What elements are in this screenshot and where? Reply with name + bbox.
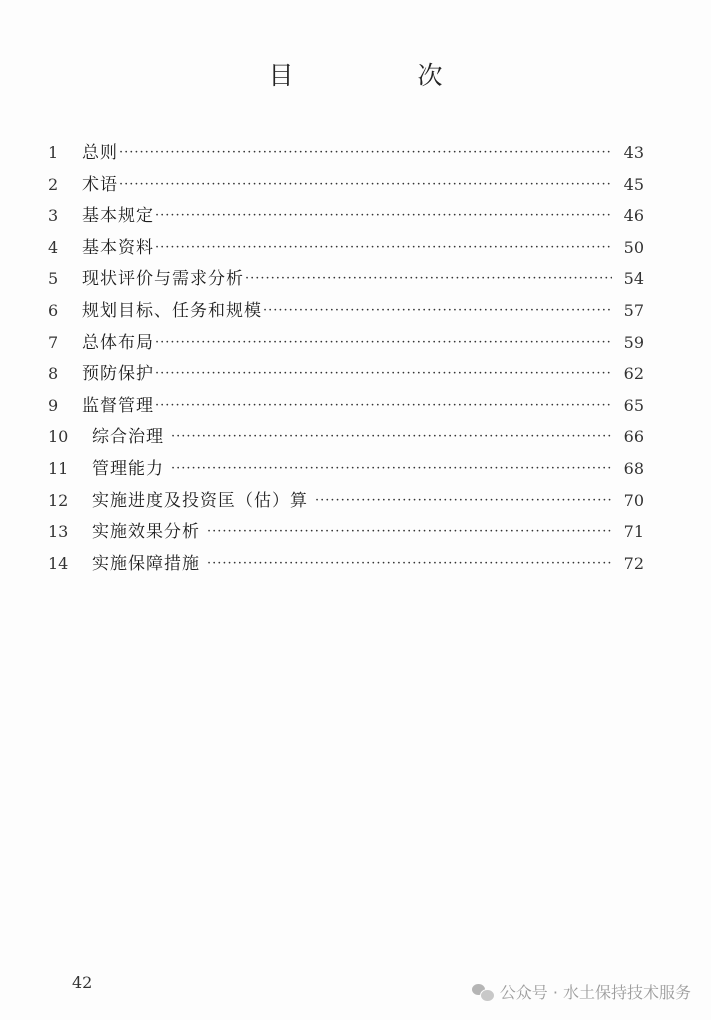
toc-entry-page: 46 [623,206,644,226]
toc-entry-number: 1 [48,143,59,162]
watermark-text: 公众号 · 水土保持技术服务 [499,983,691,1002]
toc-entry-page: 62 [623,364,644,384]
toc-entry-number: 3 [48,206,59,226]
dot-leader [263,295,612,327]
toc-entry-page: 45 [623,174,644,194]
toc-entry[interactable] [48,232,644,264]
dot-leader [315,485,612,517]
toc-entry-number: 2 [48,174,59,194]
dot-leader [155,358,612,390]
dot-leader [155,390,612,422]
toc-entry[interactable] [48,327,644,359]
dot-leader [171,453,612,485]
wechat-icon [472,983,494,1001]
toc-entry[interactable] [48,358,644,390]
dot-leader [207,516,612,548]
toc-entry-label: 实施进度及投资匡（估）算 [92,490,308,511]
toc-entry-number: 10 [48,427,69,447]
toc-entry-number: 4 [48,237,59,257]
toc-title: 目 次 [268,61,501,90]
toc-entry-number: 6 [48,300,59,320]
toc-entry-label: 基本规定 [82,206,154,227]
toc-entry-number: 5 [48,269,59,289]
toc-entry[interactable] [48,421,644,453]
dot-leader [171,421,612,453]
dot-leader [119,169,612,201]
toc-entry[interactable] [48,137,644,169]
toc-entry-page: 54 [623,269,644,289]
toc-entry-page: 68 [623,458,644,478]
toc-entry-label: 总体布局 [82,332,154,353]
toc-entry-label: 现状评价与需求分析 [82,269,244,290]
toc-entry[interactable] [48,453,644,485]
dot-leader [245,263,612,295]
toc-entry-label: 监督管理 [82,395,154,416]
toc-entry-page: 70 [623,490,644,510]
page-number: 42 [72,973,93,992]
toc-entry-label: 实施效果分析 [92,522,200,543]
toc-entry-label: 实施保障措施 [92,553,200,574]
toc-entry-page: 50 [623,237,644,257]
toc-entry-page: 65 [623,395,644,415]
toc-entry[interactable] [48,485,644,517]
toc-entry[interactable] [48,169,644,201]
toc-entry-page: 43 [623,143,644,162]
toc-entry-page: 57 [623,300,644,320]
toc-entry-label: 基本资料 [82,237,154,258]
toc-entry-number: 11 [48,458,69,478]
toc-entry-label: 预防保护 [82,364,154,385]
dot-leader [155,327,612,359]
toc-entry-page: 72 [623,553,644,573]
toc-entry-page: 59 [623,332,644,352]
toc-entry-label: 管理能力 [92,458,164,479]
toc-entry[interactable] [48,516,644,548]
toc-entry-number: 14 [48,553,69,573]
dot-leader [155,232,612,264]
toc-entry-page: 66 [623,427,644,447]
toc-entry-label: 术语 [82,174,118,195]
toc-entry[interactable] [48,548,644,580]
toc-entry-label: 综合治理 [92,427,164,448]
toc-entry[interactable] [48,263,644,295]
toc-entry-number: 12 [48,490,69,510]
toc-entry-number: 7 [48,332,59,352]
toc-entry[interactable] [48,295,644,327]
dot-leader [119,137,612,169]
toc-entry-number: 9 [48,395,59,415]
dot-leader [155,200,612,232]
toc-entry-label: 总则 [82,143,118,163]
dot-leader [207,548,612,580]
toc-entry[interactable] [48,200,644,232]
watermark [472,980,691,1003]
toc-entry-number: 13 [48,522,69,542]
toc-entry-label: 规划目标、任务和规模 [82,300,262,321]
toc-entry-number: 8 [48,364,59,384]
table-of-contents [48,137,644,579]
toc-entry-page: 71 [623,522,644,542]
toc-entry[interactable] [48,390,644,422]
